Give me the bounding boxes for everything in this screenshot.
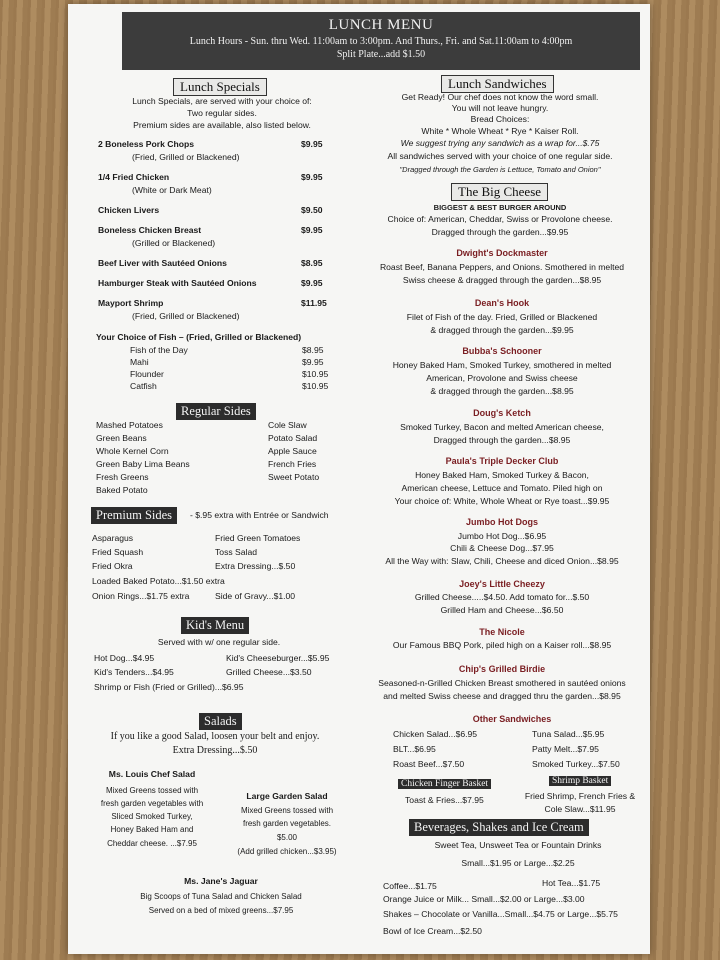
salads-intro: If you like a good Salad, loosen your belt and enjoy.: [110, 731, 320, 742]
specials-intro: Two regular sides.: [187, 108, 257, 118]
sandwich-name: Doug's Ketch: [473, 408, 531, 418]
lunch-hours: Lunch Hours - Sun. thru Wed. 11:00am to 3:00pm. And Thurs., Fri. and Sat.11:00am to 4:00pm: [189, 36, 573, 47]
wrap-note: We suggest trying any sandwich as a wrap for...$.75: [400, 138, 600, 148]
item-desc: & dragged through the garden...$8.95: [430, 386, 574, 396]
item-desc: Our Famous BBQ Pork, piled high on a Kaiser roll...$8.95: [392, 640, 612, 650]
menu-header: [122, 12, 640, 70]
item-desc: Grilled Cheese.....$4.50. Add tomato for...$.50: [414, 592, 590, 602]
fish-price: $10.95: [302, 381, 329, 391]
sandwich-name: Joey's Little Cheezy: [459, 579, 545, 589]
beverage-line: Small...$1.95 or Large...$2.25: [461, 858, 575, 868]
fish-name: Mahi: [130, 357, 149, 367]
salad-desc: Sliced Smoked Turkey,: [111, 812, 193, 821]
premium-item: Toss Salad: [215, 547, 258, 557]
side-item: Cole Slaw: [268, 420, 307, 430]
salad-name: Ms. Louis Chef Salad: [108, 769, 196, 779]
item-desc: Dragged through the garden...$8.95: [433, 435, 571, 445]
specials-intro: Lunch Specials, are served with your choice of:: [132, 96, 312, 106]
item-desc: Roast Beef, Banana Peppers, and Onions. Smothered in melted: [379, 262, 625, 272]
menu-title: LUNCH MENU: [328, 17, 434, 33]
special-price: $11.95: [301, 298, 327, 308]
salad-desc: fresh garden vegetables with: [100, 799, 204, 808]
premium-item: Extra Dressing...$.50: [215, 561, 296, 571]
salads-extra-dressing: Extra Dressing...$.50: [172, 745, 258, 756]
fish-name: Flounder: [130, 369, 164, 379]
basket-desc: Toast & Fries...$7.95: [405, 795, 484, 805]
salad-desc: (Add grilled chicken...$3.95): [237, 847, 337, 856]
item-desc: Honey Baked Ham, Smoked Turkey & Bacon,: [415, 470, 589, 480]
premium-item: Fried Green Tomatoes: [215, 533, 301, 543]
premium-item: Asparagus: [92, 533, 134, 543]
fish-price: $9.95: [302, 357, 324, 367]
side-item: Baked Potato: [96, 485, 148, 495]
kids-menu-heading: Kid's Menu: [181, 617, 249, 634]
garden-definition: "Dragged through the Garden is Lettuce, Tomato and Onion": [399, 165, 601, 174]
sandwiches-intro: You will not leave hungry.: [451, 103, 549, 113]
special-price: $9.95: [301, 278, 323, 288]
beverage-line: Bowl of Ice Cream...$2.50: [383, 926, 482, 936]
sandwich-name: Dwight's Dockmaster: [456, 248, 548, 258]
other-item: Chicken Salad...$6.95: [393, 729, 478, 739]
special-note: (Grilled or Blackened): [132, 238, 216, 248]
item-desc: Choice of: American, Cheddar, Swiss or Provolone cheese.: [387, 214, 613, 224]
split-plate: Split Plate...add $1.50: [336, 49, 426, 60]
premium-sides-note: - $.95 extra with Entrée or Sandwich: [190, 510, 329, 520]
special-price: $8.95: [301, 258, 323, 268]
item-desc: Seasoned-n-Grilled Chicken Breast smothered in sautéed onions: [378, 678, 626, 688]
item-desc: Honey Baked Ham, Smoked Turkey, smothered in melted: [392, 360, 612, 370]
side-item: Potato Salad: [268, 433, 318, 443]
regular-sides-heading: Regular Sides: [176, 403, 256, 420]
sandwiches-intro: Get Ready! Our chef does not know the word small.: [401, 92, 599, 102]
specials-intro: Premium sides are available, also listed below.: [133, 120, 311, 130]
item-desc: Your choice of: White, Whole Wheat or Rye toast...$9.95: [394, 496, 610, 506]
sandwich-name: The Nicole: [479, 627, 525, 637]
special-price: $9.95: [301, 225, 323, 235]
salad-desc: fresh garden vegetables.: [242, 819, 332, 828]
beverages-heading: Beverages, Shakes and Ice Cream: [409, 819, 589, 836]
salad-desc: Mixed Greens tossed with: [105, 786, 199, 795]
sandwich-name: Bubba's Schooner: [462, 346, 542, 356]
premium-item: Fried Okra: [92, 561, 133, 571]
beverage-line: Orange Juice or Milk... Small...$2.00 or Large...$3.00: [383, 894, 585, 904]
basket-desc: Fried Shrimp, French Fries &: [524, 791, 636, 801]
item-desc: and melted Swiss cheese and dragged thru the garden...$8.95: [383, 691, 621, 701]
special-price: $9.50: [301, 205, 323, 215]
shrimp-basket-heading: Shrimp Basket: [549, 776, 611, 786]
salad-desc: Mixed Greens tossed with: [240, 806, 334, 815]
special-note: (Fried, Grilled or Blackened): [132, 311, 240, 321]
premium-item: Loaded Baked Potato...$1.50 extra: [92, 576, 225, 586]
beverage-line: Hot Tea...$1.75: [542, 878, 601, 888]
item-desc: Swiss cheese & dragged through the garden...$8.95: [402, 275, 602, 285]
side-item: Whole Kernel Corn: [96, 446, 169, 456]
fish-name: Catfish: [130, 381, 157, 391]
side-item: Sweet Potato: [268, 472, 320, 482]
special-name: Chicken Livers: [98, 205, 160, 215]
kids-item: Grilled Cheese...$3.50: [226, 667, 312, 677]
other-item: Roast Beef...$7.50: [393, 759, 465, 769]
special-note: (Fried, Grilled or Blackened): [132, 152, 240, 162]
item-desc: & dragged through the garden...$9.95: [430, 325, 574, 335]
salad-desc: Big Scoops of Tuna Salad and Chicken Salad: [140, 892, 302, 901]
special-price: $9.95: [301, 139, 323, 149]
lunch-specials-heading: Lunch Specials: [173, 78, 267, 96]
side-item: Fresh Greens: [96, 472, 149, 482]
item-desc: American cheese, Lettuce and Tomato. Piled high on: [401, 483, 603, 493]
special-name: 1/4 Fried Chicken: [98, 172, 170, 182]
fish-name: Fish of the Day: [130, 345, 188, 355]
special-name: Hamburger Steak with Sautéed Onions: [98, 278, 257, 288]
other-sandwiches-heading: Other Sandwiches: [472, 714, 552, 724]
other-item: Tuna Salad...$5.95: [532, 729, 605, 739]
fish-price: $8.95: [302, 345, 324, 355]
beverage-line: Sweet Tea, Unsweet Tea or Fountain Drinks: [434, 840, 602, 850]
kids-item: Kid's Tenders...$4.95: [94, 667, 174, 677]
salad-desc: $5.00: [276, 833, 298, 842]
kids-item: Kid's Cheeseburger...$5.95: [226, 653, 330, 663]
special-note: (White or Dark Meat): [132, 185, 212, 195]
chicken-finger-basket-heading: Chicken Finger Basket: [398, 779, 491, 789]
bread-choices: White * Whole Wheat * Rye * Kaiser Roll.: [421, 126, 579, 136]
premium-item: Side of Gravy...$1.00: [215, 591, 296, 601]
premium-item: Onion Rings...$1.75 extra: [92, 591, 190, 601]
special-name: Boneless Chicken Breast: [98, 225, 202, 235]
side-item: Green Beans: [96, 433, 147, 443]
sandwich-name: Chip's Grilled Birdie: [458, 664, 546, 674]
sandwich-name: Dean's Hook: [474, 298, 530, 308]
salad-desc: Served on a bed of mixed greens...$7.95: [148, 906, 294, 915]
big-cheese-subtitle: BIGGEST & BEST BURGER AROUND: [433, 203, 567, 212]
beverage-line: Coffee...$1.75: [383, 881, 437, 891]
side-item: Green Baby Lima Beans: [96, 459, 190, 469]
other-item: Patty Melt...$7.95: [532, 744, 599, 754]
kids-intro: Served with w/ one regular side.: [157, 637, 281, 647]
beverage-line: Shakes – Chocolate or Vanilla...Small...$4.75 or Large...$5.75: [383, 909, 618, 919]
sandwich-name: Jumbo Hot Dogs: [466, 517, 538, 527]
item-desc: American, Provolone and Swiss cheese: [426, 373, 578, 383]
kids-item: Hot Dog...$4.95: [94, 653, 155, 663]
big-cheese-heading: The Big Cheese: [451, 183, 548, 201]
salads-heading: Salads: [199, 713, 242, 730]
kids-item: Shrimp or Fish (Fried or Grilled)...$6.95: [94, 682, 244, 692]
premium-item: Fried Squash: [92, 547, 144, 557]
salad-desc: Honey Baked Ham and: [110, 825, 194, 834]
premium-sides-heading: Premium Sides: [91, 507, 177, 524]
item-desc: All the Way with: Slaw, Chili, Cheese and diced Onion...$8.95: [385, 556, 619, 566]
salad-name: Ms. Jane's Jaguar: [184, 876, 258, 886]
sandwich-name: Paula's Triple Decker Club: [445, 456, 559, 466]
side-item: French Fries: [268, 459, 317, 469]
salad-name: Large Garden Salad: [246, 791, 328, 801]
item-desc: Chili & Cheese Dog...$7.95: [450, 543, 554, 553]
special-name: Mayport Shrimp: [98, 298, 164, 308]
item-desc: Jumbo Hot Dog...$6.95: [457, 531, 547, 541]
fish-price: $10.95: [302, 369, 329, 379]
basket-desc: Cole Slaw...$11.95: [544, 804, 616, 814]
side-item: Apple Sauce: [268, 446, 317, 456]
item-desc: Filet of Fish of the day. Fried, Grilled or Blackened: [406, 312, 598, 322]
other-item: BLT...$6.95: [393, 744, 436, 754]
item-desc: Smoked Turkey, Bacon and melted American cheese,: [400, 422, 604, 432]
lunch-sandwiches-heading: Lunch Sandwiches: [441, 75, 554, 93]
sandwich-side-note: All sandwiches served with your choice of one regular side.: [387, 151, 613, 161]
other-item: Smoked Turkey...$7.50: [532, 759, 620, 769]
item-desc: Dragged through the garden...$9.95: [431, 227, 569, 237]
bread-choices-label: Bread Choices:: [470, 114, 530, 124]
item-desc: Grilled Ham and Cheese...$6.50: [440, 605, 564, 615]
salad-desc: Cheddar cheese. ...$7.95: [107, 839, 197, 848]
special-price: $9.95: [301, 172, 323, 182]
fish-choice-title: Your Choice of Fish – (Fried, Grilled or Blackened): [96, 332, 302, 342]
special-name: Beef Liver with Sautéed Onions: [98, 258, 227, 268]
special-name: 2 Boneless Pork Chops: [98, 139, 194, 149]
side-item: Mashed Potatoes: [96, 420, 163, 430]
